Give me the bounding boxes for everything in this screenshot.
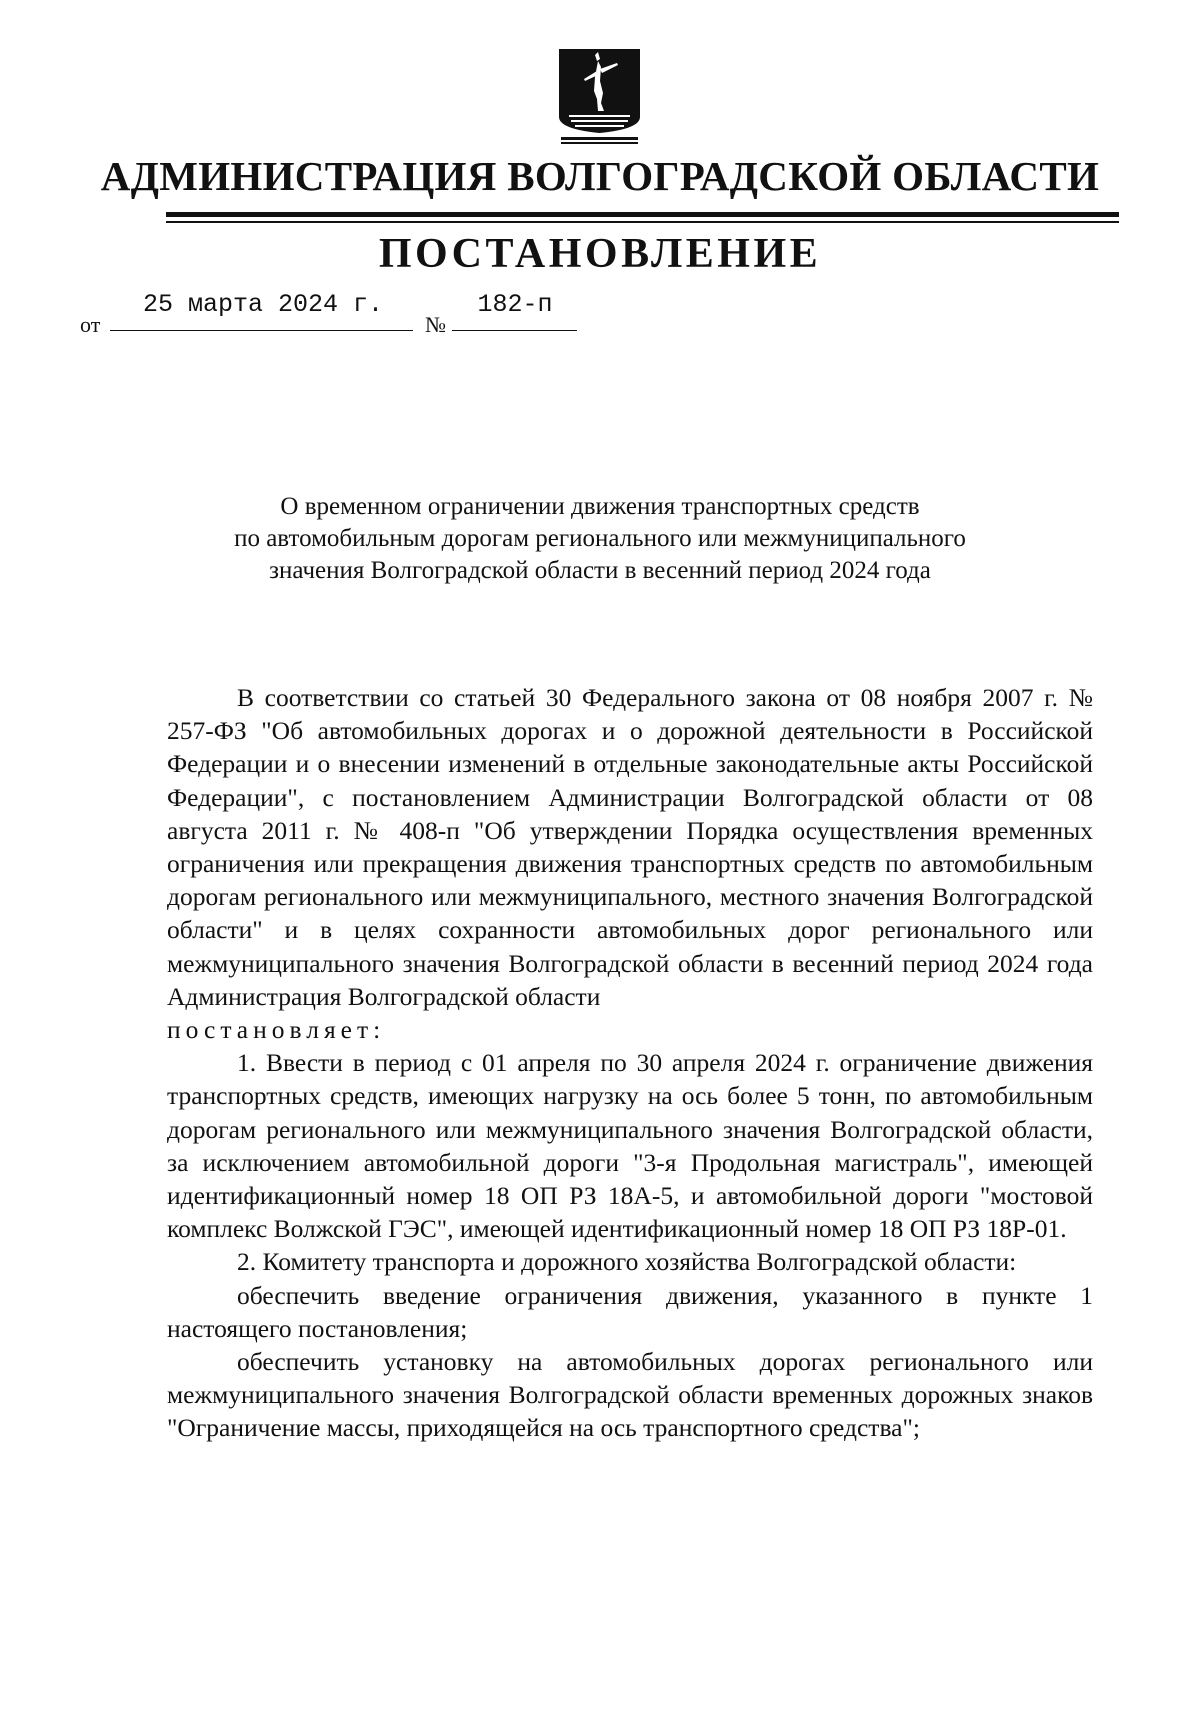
resolves-word: постановляет: [167, 1015, 386, 1045]
title-line: О временном ограничении движения транспортных средств [280, 493, 920, 520]
volgograd-coat-of-arms-icon [557, 47, 642, 145]
header-divider-thick [166, 212, 1119, 217]
item-1-paragraph: 1. Ввести в период с 01 апреля по 30 апреля 2024 г. ограничение движения транспортных средств, имеющих нагрузку на ось более 5 тонн, по автомобильным дорогам регионального или межмуниципального значения Волгоградской области, за исключением автомобильной дороги "3-я Продольная магистраль", имеющей идентификационный номер 18 ОП РЗ 18А-5, и автомобильной дороги "мостовой комплекс Волжской ГЭС", имеющей идентификационный номер 18 ОП РЗ 18Р-01. [167, 1048, 1093, 1244]
organization-name: АДМИНИСТРАЦИЯ ВОЛГОГРАДСКОЙ ОБЛАСТИ [100, 153, 1100, 199]
item-2a-paragraph: обеспечить введение ограничения движения, указанного в пункте 1 настоящего постановления; [167, 1280, 1093, 1343]
number-underline [452, 330, 577, 331]
number-prefix: № [425, 312, 446, 337]
document-type-heading: ПОСТАНОВЛЕНИЕ [378, 231, 822, 277]
document-date: 25 марта 2024 г. [142, 290, 384, 319]
item-2b-paragraph: обеспечить установку на автомобильных дорогах регионального или межмуниципального значения Волгоградской области временных дорожных знаков "Ограничение массы, приходящейся на ось транспортного средства"; [167, 1347, 1093, 1443]
document-number: 182-п [477, 290, 553, 319]
title-line: значения Волгоградской области в весенний период 2024 года [269, 557, 931, 584]
date-underline [110, 330, 413, 331]
title-line: по автомобильным дорогам регионального или межмуниципального [234, 525, 966, 552]
item-2-paragraph: 2. Комитету транспорта и дорожного хозяйства Волгоградской области: [237, 1247, 1017, 1277]
header-divider-thin [166, 221, 1119, 223]
document-title [0, 491, 1200, 587]
document-body [167, 681, 1093, 1445]
preamble-paragraph: В соответствии со статьей 30 Федерального закона от 08 ноября 2007 г. № 257-ФЗ "Об автомобильных дорогах и о дорожной деятельности в Российской Федерации и о внесении изменений в отдельные законодательные акты Российской Федерации", с постановлением Администрации Волгоградской области от 08 августа 2011 г. № 408-п "Об утверждении Порядка осуществления временных ограничения или прекращения движения транспортных средств по автомобильным дорогам регионального или межмуниципального, местного значения Волгоградской области" и в целях сохранности автомобильных дорог регионального или межмуниципального значения Волгоградской области в весенний период 2024 года Администрация Волгоградской области [167, 683, 1093, 1011]
date-prefix: от [80, 312, 101, 337]
document-meta [0, 290, 1200, 340]
